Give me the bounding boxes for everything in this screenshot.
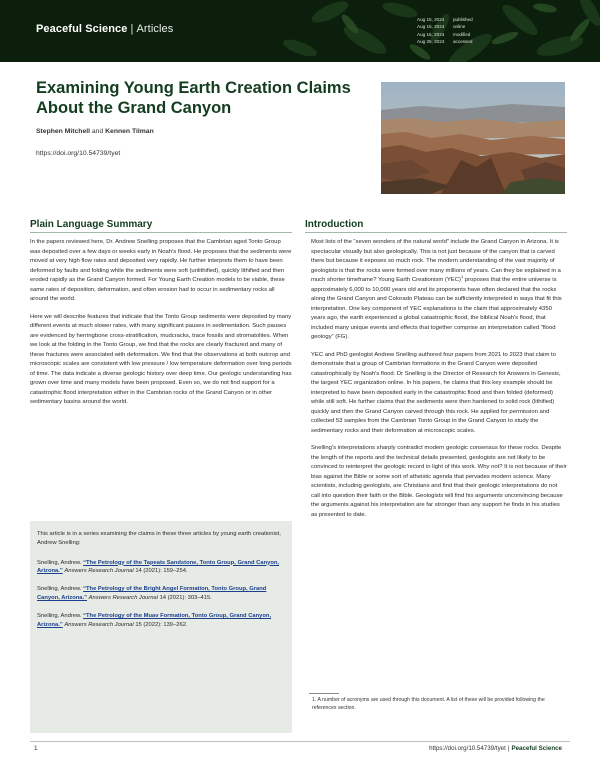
author-name[interactable]: Kennen Tilman [105, 128, 154, 135]
canyon-illustration [381, 82, 565, 194]
introduction-divider [305, 232, 567, 233]
grand-canyon-photo [381, 82, 565, 194]
introduction-paragraph: Most lists of the “seven wonders of the natural world” include the Grand Canyon in Arizona. It is spectacular visually but also geologically. This is not just because of the canyon that is carved there but because it exposes so much rock. The modern understanding of the vast majority of geologists is that the rocks were formed over many millions of years. Can they be explained in a much shorter timeframe? Young Earth Creationism (YEC)$^1$ proposes that the entire universe is approximately 6,000 to 10,000 years old and its proponents have often declared that the rocks along the Grand Canyon and Colorado Plateau can be sufficiently interpreted in ways that fit this interpretation. One key component of YEC explanations is the claim that approximately 4350 years ago, the earth experienced a global catastrophic flood, the biblical Noah's flood, that included many unique events and effects that together comprise an interpretation called “flood geology” (FG). [311, 239, 562, 340]
date-row-modified: Aug 15, 2024 modified [417, 31, 471, 37]
reference-link[interactable]: “The Petrology of the Bright Angel Formation, Tonto Group, Grand Canyon, Arizona.” [37, 586, 267, 601]
publication-dates [417, 16, 473, 46]
introduction-paragraph: YEC and PhD geologist Andrew Snelling authored four papers from 2021 to 2023 that claim to demonstrate that a group of Cambrian formations in the Grand Canyon were deposited catastrophically by Noah's flood. Dr Snelling is the Director of Research for Answers in Genesis, the largest YEC organization online. In his papers, he claims that this key example should be interpreted to have been deposited early in the catastrophic flood and then folded (deformed) while still soft. He further claims that the sediments were then hardened to solid rock (lithified) quickly and then the Grand Canyon carved through this rock. He applied for permission and collected 53 samples from the Cambrian Tonto Group in the Grand Canyon to study the sedimentary rocks and their deformation at microscopic scales. [311, 351, 561, 434]
date-row-published: Aug 15, 2024 published [417, 17, 473, 22]
page-number: 1 [34, 745, 38, 752]
summary-paragraph: In the papers reviewed here, Dr. Andrew Snelling proposes that the Cambrian aged Tonto Group was deposited over a few days or weeks early in Noah's flood. He proposes that the sediments were moved at very high flow rates and deposited very rapidly. He further interprets them to have been deformed by faults and folding while the sediments were soft (unlithified), quickly lithified and then eroded rapidly as the Grand Canyon formed. For Young Earth Creation models to be viable, these same rates of deposition, deformation, and often erosion had to occur in sedimentary rocks all around the world. [30, 239, 292, 302]
site-brand[interactable] [36, 23, 173, 35]
date-row-online: Aug 15, 2024 online [417, 24, 466, 30]
series-intro: This article is in a series examining the claims in these three articles by young earth creationist, Andrew Snelling: [37, 531, 281, 546]
header-banner [0, 0, 600, 62]
summary-paragraph: Here we will describe features that indicate that the Tonto Group sediments were deposited by many different events at much slower rates, with many significant pauses in sedimentation. Such pauses are evidenced by herringbone cross-stratification, mudcracks, trace fossils and stromatolites. When we look at the folding in the Tonto Group, we find that the rocks are clearly fractured and many of these fractures were associated with deformation. We find that the observations at both outcrop and microscopic scales are consistent with low pressure / low temperature deformation over long periods of time. The data indicate a diverse geologic history over deep time. Our geologic understanding has grown over time and many models have been proposed. Even so, we do not find support for a catastrophic flood interpretation either in the Cambrian rocks of the Grand Canyon or in other sedimentary basins around the world. [30, 313, 292, 405]
series-info-box [30, 521, 292, 733]
reference-item: Snelling, Andrew. “The Petrology of the Tapeats Sandstone, Tonto Group, Grand Canyon, Arizona.” Answers Research Journal 14 (2021): 159–254. [37, 559, 280, 575]
author-line: Stephen Mitchell and Kennen Tilman [36, 128, 154, 135]
summary-divider [30, 232, 292, 233]
brand-name: Peaceful Science [36, 23, 128, 35]
footnote-marker[interactable]: 1 [460, 274, 464, 280]
footnote: 1. A number of acronyms are used through this document. A list of these will be provided following the references section. [312, 697, 545, 711]
footnote-divider [309, 693, 339, 694]
summary-heading: Plain Language Summary [30, 219, 153, 230]
date-row-accessed: Aug 25, 2024 accessed [417, 39, 473, 45]
summary-body [30, 238, 292, 416]
footer-info: https://doi.org/10.54739/tyet | Peaceful Science [429, 745, 562, 752]
reference-item: Snelling, Andrew. “The Petrology of the Muav Formation, Tonto Group, Grand Canyon, Arizona.” Answers Research Journal 15 (2022): 139–262. [37, 612, 272, 628]
author-name[interactable]: Stephen Mitchell [36, 128, 91, 135]
section-name[interactable]: Articles [136, 23, 174, 35]
introduction-body [311, 238, 567, 528]
introduction-paragraph: Snelling's interpretations sharply contradict modern geologic consensus for these rocks. Despite the length of the reports and the technical details presented, geologists are not likely to be convinced to reinterpret the geologic record in light of this work. Why not? It is not because of their bias against the Bible or some sort of atheistic agenda that pervades modern science. Many scientists, including geologists, are Christians and find that their geologic interpretations do not call into question their faith or the Bible. Geologists will find his arguments unconvincing because the arguments against his interpretation are far stronger than any support he finds in his studies as presented to date. [311, 445, 567, 518]
article-title: Examining Young Earth Creation Claims About the Grand Canyon [36, 79, 351, 117]
footer-doi-link[interactable]: https://doi.org/10.54739/tyet [429, 745, 506, 752]
footer-divider [30, 741, 570, 742]
reference-item: Snelling, Andrew. “The Petrology of the Bright Angel Formation, Tonto Group, Grand Canyon, Arizona.” Answers Research Journal 14 (2021): 303–415. [37, 586, 267, 601]
introduction-heading: Introduction [305, 219, 364, 230]
doi-link[interactable]: https://doi.org/10.54739/tyet [36, 150, 121, 157]
footer-brand: Peaceful Science [511, 745, 562, 752]
brand-separator: | [130, 23, 134, 35]
reference-link[interactable]: “The Petrology of the Muav Formation, Tonto Group, Grand Canyon, Arizona.” [37, 612, 272, 628]
reference-link[interactable]: “The Petrology of the Tapeats Sandstone, Tonto Group, Grand Canyon, Arizona.” [37, 559, 280, 575]
